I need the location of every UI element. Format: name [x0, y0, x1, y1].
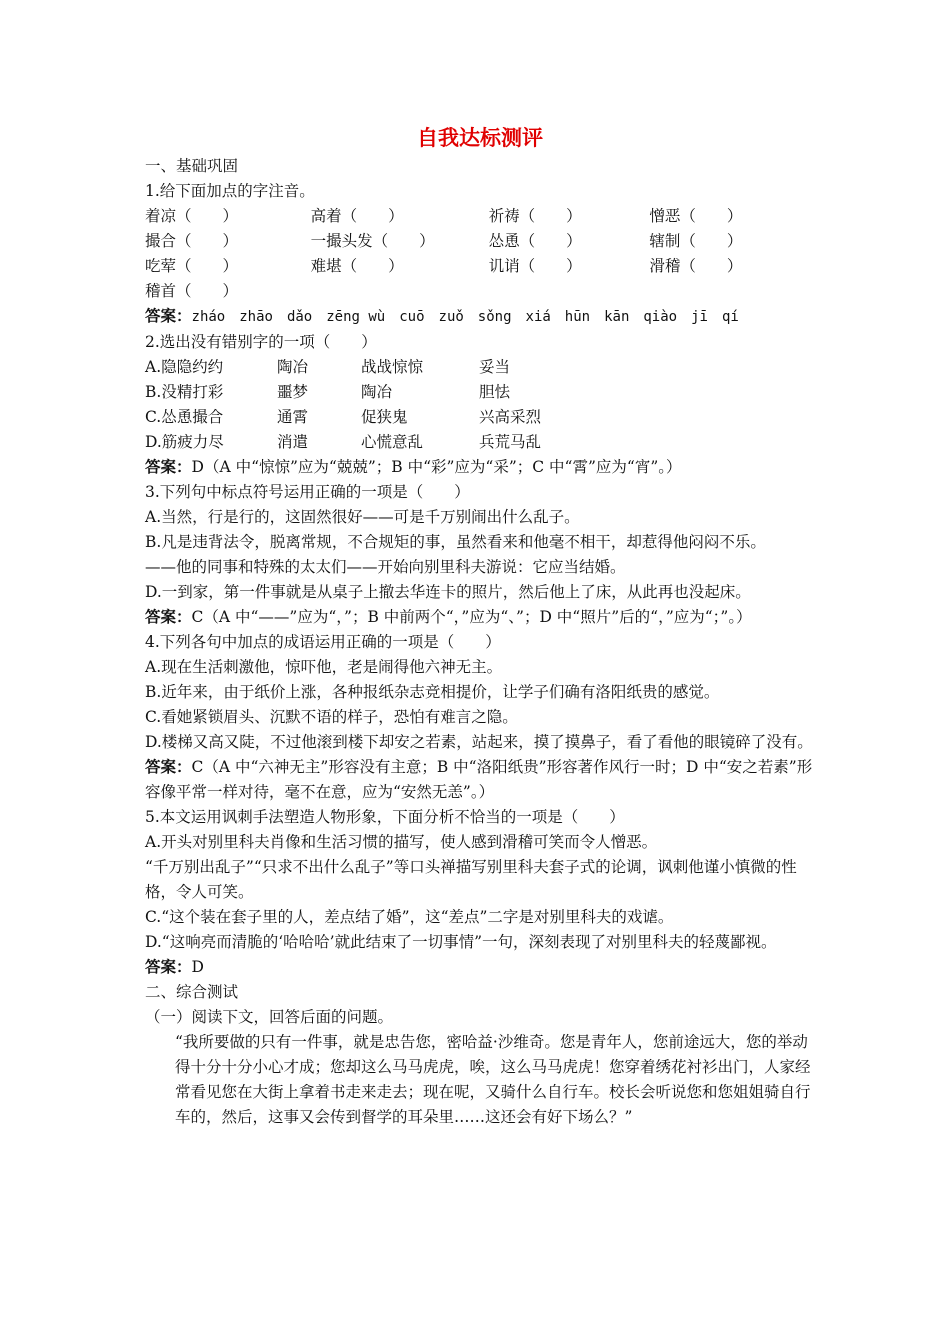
answer-text: C（A 中“六神无主”形容没有主意；B 中“洛阳纸贵”形容著作风行一时；D 中“安之若素”形容像平常一样对待，毫不在意，应为“安然无恙”。） — [145, 758, 813, 801]
option-cell: 心慌意乱 — [361, 433, 424, 451]
section-heading: 一、基础巩固 — [145, 157, 239, 175]
pinyin-item: 难堪（ ） — [310, 257, 404, 275]
option-line: B.近年来，由于纸价上涨，各种报纸杂志竞相提价，让学子们确有洛阳纸贵的感觉。 — [145, 683, 720, 701]
pinyin-row — [145, 279, 815, 304]
reading-intro: （一）阅读下文，回答后面的问题。 — [145, 1008, 394, 1026]
answer-line — [145, 605, 815, 630]
answer-line — [145, 755, 815, 805]
option-line: A.现在生活刺激他，惊吓他，老是闹得他六神无主。 — [145, 658, 503, 676]
option-row — [145, 355, 815, 380]
question-stem: 4.下列各句中加点的成语运用正确的一项是（ ） — [145, 633, 501, 651]
option-line: D.楼梯又高又陡，不过他滚到楼下却安之若素，站起来，摸了摸鼻子，看了看他的眼镜碎了没有。 — [145, 733, 813, 751]
pinyin-item: 高着（ ） — [310, 207, 404, 225]
answer-label: 答案： — [145, 307, 192, 325]
option-cell: 战战惊惊 — [361, 358, 424, 376]
answer-text: zháo zhāo dǎo zēng wù cuō zuǒ sǒng xiá hūn kān qiào jī qí — [191, 309, 739, 325]
option-line: D.一到家，第一件事就是从桌子上撤去华连卡的照片，然后他上了床，从此再也没起床。 — [145, 583, 751, 601]
pinyin-item: 辖制（ ） — [649, 232, 743, 250]
option-cell: A.隐隐约约 — [145, 358, 224, 376]
question-stem: 2.选出没有错别字的一项（ ） — [145, 333, 377, 351]
answer-label: 答案： — [145, 958, 192, 976]
pinyin-row — [145, 204, 815, 229]
section-heading: 二、综合测试 — [145, 983, 239, 1001]
answer-line — [145, 455, 815, 480]
pinyin-item: 撮合（ ） — [145, 232, 239, 250]
option-cell: 胆怯 — [479, 383, 511, 401]
option-cell: 消遣 — [277, 433, 309, 451]
answer-line — [145, 304, 815, 330]
option-line: C.看她紧锁眉头、沉默不语的样子，恐怕有难言之隐。 — [145, 708, 518, 726]
pinyin-row — [145, 254, 815, 279]
option-row — [145, 430, 815, 455]
question-stem: 5.本文运用讽刺手法塑造人物形象，下面分析不恰当的一项是（ ） — [145, 808, 625, 826]
answer-label: 答案： — [145, 458, 192, 476]
option-line: A.开头对别里科夫肖像和生活习惯的描写，使人感到滑稽可笑而令人憎恶。 — [145, 833, 658, 851]
option-line: B.凡是违背法令，脱离常规，不合规矩的事，虽然看来和他毫不相干，却惹得他闷闷不乐。 — [145, 533, 766, 551]
option-cell: 兴高采烈 — [479, 408, 542, 426]
option-row — [145, 405, 815, 430]
reading-passage: “我所要做的只有一件事，就是忠告您，密哈益·沙维奇。您是青年人，您前途远大，您的举动得十分十分小心才成；您却这么马马虎虎，唉，这么马马虎虎！您穿着绣花衬衫出门，人家经常看见您在大街上拿着书走来走去；现在呢，又骑什么自行车。校长会听说您和您姐姐骑自行车的，然后，这事又会传到督学的耳朵里……这还会有好下场么？” — [175, 1033, 811, 1126]
question-stem: 3.下列句中标点符号运用正确的一项是（ ） — [145, 483, 470, 501]
question-stem: 1.给下面加点的字注音。 — [145, 182, 315, 200]
page-title: 自我达标测评 — [417, 126, 543, 150]
answer-text: D — [191, 958, 204, 976]
pinyin-item: 一撮头发（ ） — [310, 232, 435, 250]
option-cell: 妥当 — [479, 358, 511, 376]
option-line: C.“这个装在套子里的人，差点结了婚”，这“差点”二字是对别里科夫的戏谑。 — [145, 908, 674, 926]
pinyin-row — [145, 229, 815, 254]
pinyin-item: 着凉（ ） — [145, 207, 239, 225]
answer-label: 答案： — [145, 758, 192, 776]
option-cell: 通霄 — [277, 408, 309, 426]
document-page — [145, 124, 815, 1130]
option-line: D.“这响亮而清脆的‘哈哈哈’就此结束了一切事情”一句，深刻表现了对别里科夫的轻蔑鄙视。 — [145, 933, 777, 951]
pinyin-item: 吃荤（ ） — [145, 257, 239, 275]
answer-label: 答案： — [145, 608, 192, 626]
option-cell: B.没精打彩 — [145, 383, 224, 401]
pinyin-item: 讥诮（ ） — [488, 257, 582, 275]
answer-line — [145, 955, 815, 980]
option-cell: 兵荒马乱 — [479, 433, 542, 451]
option-cell: 促狭鬼 — [361, 408, 408, 426]
pinyin-item: 怂恿（ ） — [488, 232, 582, 250]
pinyin-item: 憎恶（ ） — [649, 207, 743, 225]
option-line: “千万别出乱子”“只求不出什么乱子”等口头禅描写别里科夫套子式的论调，讽刺他谨小慎微的性格，令人可笑。 — [145, 858, 797, 901]
pinyin-item: 稽首（ ） — [145, 282, 239, 300]
option-line: ——他的同事和特殊的太太们——开始向别里科夫游说：它应当结婚。 — [145, 558, 626, 576]
option-cell: 陶冶 — [277, 358, 309, 376]
answer-text: C（A 中“——”应为“，”；B 中前两个“，”应为“、”；D 中“照片”后的“，”应为“；”。） — [191, 608, 752, 626]
option-cell: 噩梦 — [277, 383, 309, 401]
option-row — [145, 380, 815, 405]
pinyin-item: 祈祷（ ） — [488, 207, 582, 225]
pinyin-item: 滑稽（ ） — [649, 257, 743, 275]
option-cell: C.怂恿撮合 — [145, 408, 224, 426]
option-cell: D.筋疲力尽 — [145, 433, 224, 451]
option-cell: 陶冶 — [361, 383, 393, 401]
answer-text: D（A 中“惊惊”应为“兢兢”；B 中“彩”应为“采”；C 中“霄”应为“宵”。） — [191, 458, 682, 476]
option-line: A.当然，行是行的，这固然很好——可是千万别闹出什么乱子。 — [145, 508, 580, 526]
